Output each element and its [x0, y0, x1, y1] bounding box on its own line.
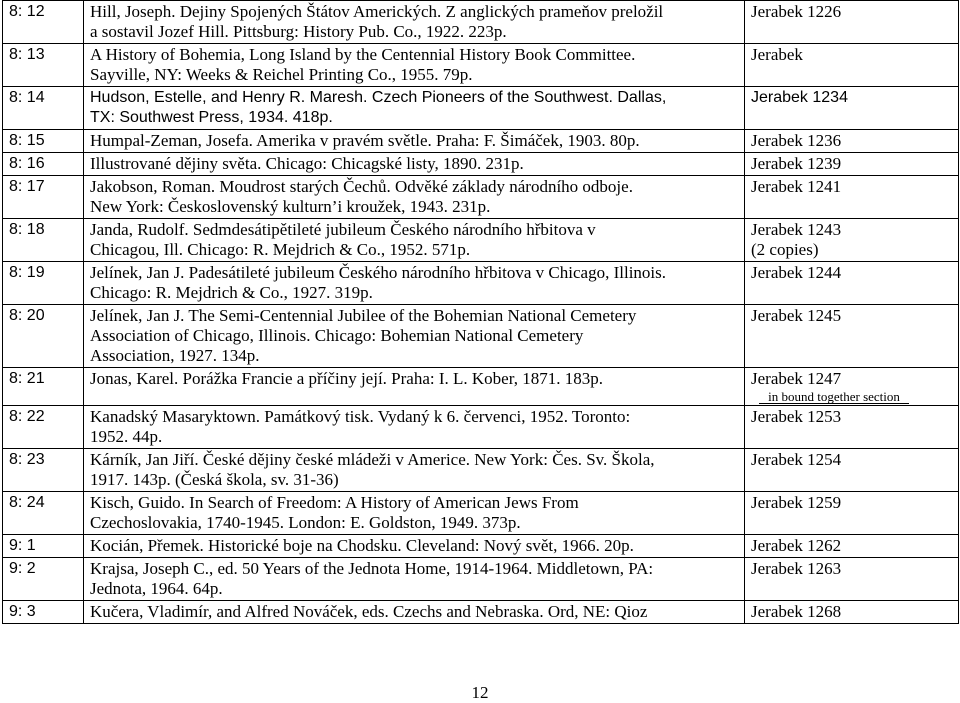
table-row	[3, 601, 959, 624]
entry-number: 8: 24	[3, 492, 84, 535]
location-line: Jerabek 1245	[751, 306, 842, 325]
location-line: Jerabek 1262	[751, 536, 842, 555]
catalog-body	[3, 1, 959, 624]
location-note: in bound together section	[759, 390, 909, 404]
location-line: Jerabek 1226	[751, 2, 842, 21]
location	[745, 305, 959, 368]
entry-number: 9: 2	[3, 558, 84, 601]
location	[745, 262, 959, 305]
table-row	[3, 219, 959, 262]
citation	[84, 492, 745, 535]
table-row	[3, 535, 959, 558]
entry-number: 8: 14	[3, 87, 84, 130]
citation	[84, 219, 745, 262]
citation	[84, 558, 745, 601]
citation-line: Czechoslovakia, 1740-1945. London: E. Goldston, 1949. 373p.	[90, 513, 521, 532]
citation-line: Kisch, Guido. In Search of Freedom: A History of American Jews From	[90, 493, 579, 512]
citation-line: A History of Bohemia, Long Island by the Centennial History Book Committee.	[90, 45, 636, 64]
location	[745, 601, 959, 624]
entry-number: 8: 12	[3, 1, 84, 44]
citation-line: Jelínek, Jan J. Padesátileté jubileum Českého národního hřbitova v Chicago, Illinois.	[90, 263, 667, 282]
location-line: Jerabek 1259	[751, 493, 842, 512]
entry-number: 8: 17	[3, 176, 84, 219]
location	[745, 153, 959, 176]
location-line: Jerabek 1234	[751, 89, 848, 106]
citation-line: Kocián, Přemek. Historické boje na Chodsku. Cleveland: Nový svět, 1966. 20p.	[90, 536, 634, 555]
location-line: Jerabek 1254	[751, 450, 842, 469]
citation	[84, 176, 745, 219]
citation	[84, 535, 745, 558]
location	[745, 219, 959, 262]
location	[745, 1, 959, 44]
citation-line: 1917. 143p. (Česká škola, sv. 31-36)	[90, 470, 339, 489]
location	[745, 44, 959, 87]
location	[745, 535, 959, 558]
citation-line: Jakobson, Roman. Moudrost starých Čechů. Odvěké základy národního odboje.	[90, 177, 633, 196]
table-row	[3, 262, 959, 305]
citation-line: TX: Southwest Press, 1934. 418p.	[90, 109, 333, 126]
location-line: Jerabek 1239	[751, 154, 842, 173]
citation-line: Jonas, Karel. Porážka Francie a příčiny její. Praha: I. L. Kober, 1871. 183p.	[90, 369, 603, 388]
citation	[84, 44, 745, 87]
citation	[84, 262, 745, 305]
citation-line: Chicagou, Ill. Chicago: R. Mejdrich & Co., 1952. 571p.	[90, 240, 471, 259]
citation-line: New York: Československý kulturn’i kroužek, 1943. 231p.	[90, 197, 491, 216]
entry-number: 8: 16	[3, 153, 84, 176]
citation-line: Association of Chicago, Illinois. Chicago: Bohemian National Cemetery	[90, 326, 584, 345]
citation	[84, 87, 745, 130]
location	[745, 130, 959, 153]
table-row	[3, 153, 959, 176]
citation-line: Humpal-Zeman, Josefa. Amerika v pravém světle. Praha: F. Šimáček, 1903. 80p.	[90, 131, 640, 150]
citation-line: Jelínek, Jan J. The Semi-Centennial Jubilee of the Bohemian National Cemetery	[90, 306, 637, 325]
entry-number: 8: 13	[3, 44, 84, 87]
page-number: 12	[471, 683, 489, 702]
entry-number: 8: 18	[3, 219, 84, 262]
location	[745, 87, 959, 130]
citation-line: Kučera, Vladimír, and Alfred Nováček, eds. Czechs and Nebraska. Ord, NE: Qioz	[90, 602, 648, 621]
location-line: Jerabek	[751, 45, 803, 64]
entry-number: 9: 1	[3, 535, 84, 558]
entry-number: 8: 15	[3, 130, 84, 153]
location-line: Jerabek 1243	[751, 220, 842, 239]
entry-number: 8: 20	[3, 305, 84, 368]
table-row	[3, 1, 959, 44]
citation	[84, 130, 745, 153]
citation	[84, 601, 745, 624]
location-line: Jerabek 1253	[751, 407, 842, 426]
location-line: Jerabek 1244	[751, 263, 842, 282]
entry-number: 8: 21	[3, 368, 84, 406]
citation	[84, 368, 745, 406]
location	[745, 558, 959, 601]
citation-line: Chicago: R. Mejdrich & Co., 1927. 319p.	[90, 283, 373, 302]
citation-line: Association, 1927. 134p.	[90, 346, 260, 365]
location-line: Jerabek 1268	[751, 602, 842, 621]
citation	[84, 1, 745, 44]
citation	[84, 406, 745, 449]
citation	[84, 305, 745, 368]
location	[745, 176, 959, 219]
citation-line: Kanadský Masaryktown. Památkový tisk. Vydaný k 6. červenci, 1952. Toronto:	[90, 407, 631, 426]
citation-line: Krajsa, Joseph C., ed. 50 Years of the Jednota Home, 1914-1964. Middletown, PA:	[90, 559, 654, 578]
citation-line: Kárník, Jan Jiří. České dějiny české mládeži v Americe. New York: Čes. Sv. Škola,	[90, 450, 655, 469]
table-row	[3, 44, 959, 87]
citation-line: a sostavil Jozef Hill. Pittsburg: History Pub. Co., 1922. 223p.	[90, 22, 507, 41]
citation-line: Sayville, NY: Weeks & Reichel Printing Co., 1955. 79p.	[90, 65, 473, 84]
citation	[84, 153, 745, 176]
table-row	[3, 492, 959, 535]
table-row	[3, 558, 959, 601]
citation-line: Janda, Rudolf. Sedmdesátipětileté jubileum Českého národního hřbitova v	[90, 220, 596, 239]
table-row	[3, 130, 959, 153]
table-row	[3, 87, 959, 130]
citation-line: 1952. 44p.	[90, 427, 163, 446]
entry-number: 8: 23	[3, 449, 84, 492]
entry-number: 9: 3	[3, 601, 84, 624]
location-line: Jerabek 1236	[751, 131, 842, 150]
citation-line: Jednota, 1964. 64p.	[90, 579, 223, 598]
table-row	[3, 305, 959, 368]
citation-line: Hill, Joseph. Dejiny Spojených Štátov Amerických. Z anglických prameňov preložil	[90, 2, 664, 21]
table-row	[3, 368, 959, 406]
entry-number: 8: 19	[3, 262, 84, 305]
citation	[84, 449, 745, 492]
location-line: Jerabek 1247	[751, 369, 842, 388]
catalog-table	[2, 0, 959, 624]
location	[745, 406, 959, 449]
entry-number: 8: 22	[3, 406, 84, 449]
location	[745, 368, 959, 406]
location-line: Jerabek 1263	[751, 559, 842, 578]
location-line: Jerabek 1241	[751, 177, 842, 196]
table-row	[3, 449, 959, 492]
table-row	[3, 406, 959, 449]
citation-line: Illustrované dějiny světa. Chicago: Chicagské listy, 1890. 231p.	[90, 154, 524, 173]
location	[745, 492, 959, 535]
table-row	[3, 176, 959, 219]
citation-line: Hudson, Estelle, and Henry R. Maresh. Czech Pioneers of the Southwest. Dallas,	[90, 89, 667, 106]
location	[745, 449, 959, 492]
location-line: (2 copies)	[751, 240, 819, 259]
